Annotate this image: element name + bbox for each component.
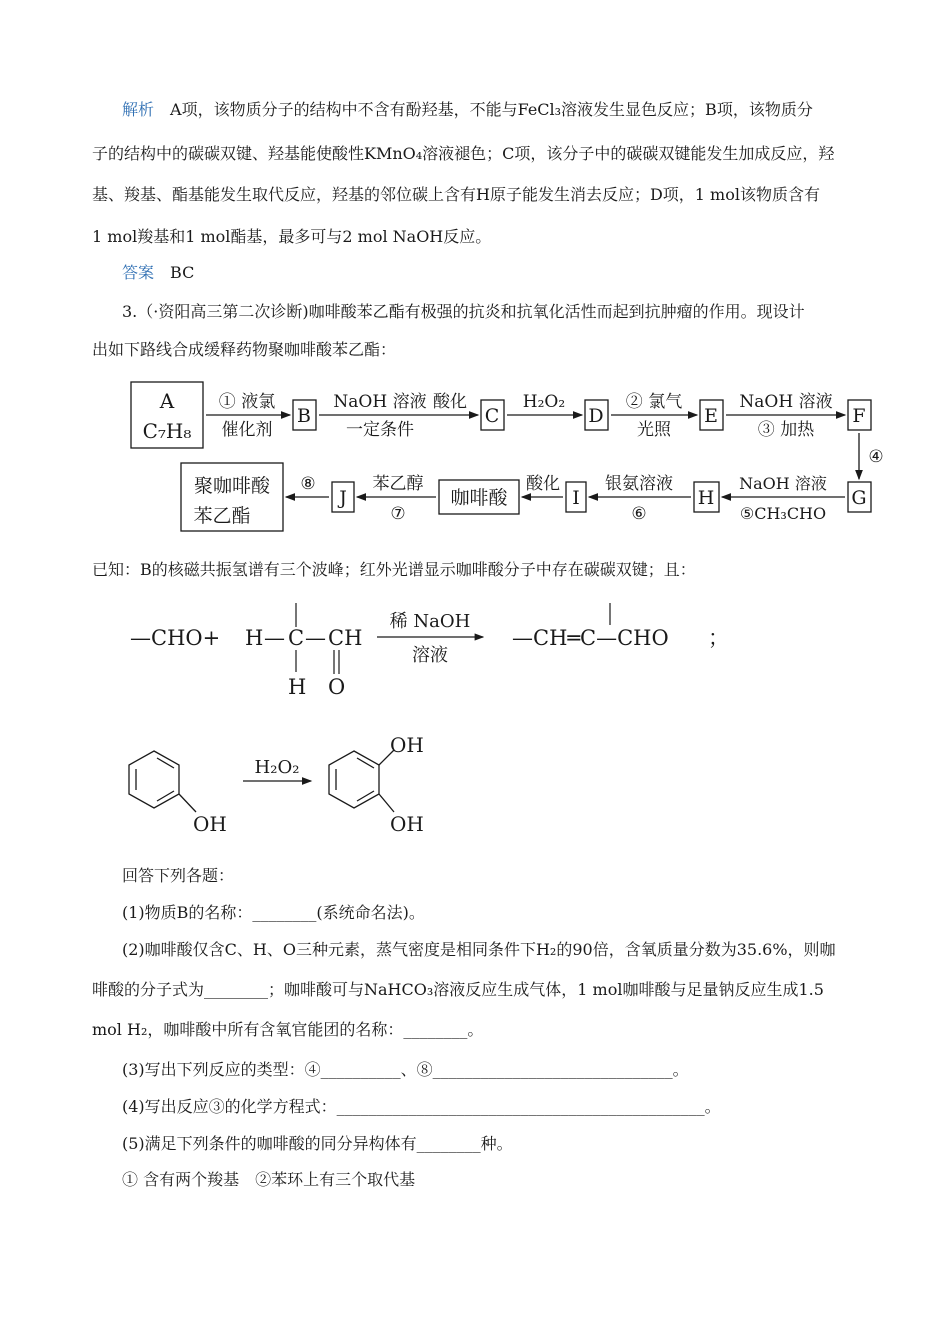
- r1-semi: ；: [708, 626, 729, 650]
- r4-top: H₂O₂: [522, 392, 566, 412]
- label-D: D: [588, 405, 604, 427]
- catechol-oh-1: OH: [390, 733, 424, 757]
- catechol-oh-2: OH: [390, 812, 424, 836]
- r1-o: O: [328, 675, 346, 699]
- label-B: B: [297, 405, 311, 427]
- answer-value: BC: [170, 263, 195, 282]
- analysis-label: 解析: [122, 100, 155, 119]
- r1-top: ① 液氯: [218, 392, 276, 412]
- label-C: C: [484, 405, 500, 427]
- question-2a: (2)咖啡酸仅含C、H、O三种元素，蒸气密度是相同条件下H₂的90倍，含氧质量分数为35.6%，则咖: [122, 940, 836, 959]
- question-3: (3)写出下列反应的类型：④__________、⑧______________________________。: [122, 1060, 689, 1079]
- r3-top: 酸化: [433, 392, 467, 412]
- phenol-oh: OH: [193, 812, 227, 836]
- label-G: G: [851, 487, 867, 509]
- question-2c: mol H₂，咖啡酸中所有含氧官能团的名称：________。: [92, 1020, 484, 1039]
- r8-top: NaOH 溶液: [739, 474, 827, 493]
- r2-bot: 一定条件: [346, 420, 414, 440]
- r12-top: ⑧: [300, 474, 316, 494]
- analysis-line-4: 1 mol羧基和1 mol酯基，最多可与2 mol NaOH反应。: [92, 227, 492, 246]
- label-F: F: [852, 405, 866, 427]
- r1-c: C: [288, 626, 305, 650]
- A-letter: A: [159, 389, 175, 413]
- question-1: (1)物质B的名称：________(系统命名法)。: [122, 903, 425, 922]
- r1-dash2: —: [305, 626, 326, 650]
- question-4: (4)写出反应③的化学方程式：______________________________________________。: [122, 1097, 721, 1116]
- r11-bot: ⑦: [390, 504, 406, 524]
- r1-product: —CH═C—CHO: [512, 626, 669, 650]
- r9-top: 银氨溶液: [605, 474, 673, 494]
- r5-bot: 光照: [637, 420, 671, 440]
- r6-top: NaOH 溶液: [739, 392, 833, 412]
- question-5-conditions: ① 含有两个羧基 ②苯环上有三个取代基: [122, 1170, 416, 1189]
- r2-reagent: H₂O₂: [254, 757, 300, 778]
- product-line2: 苯乙酯: [193, 505, 251, 527]
- r2-top: NaOH 溶液: [333, 392, 427, 412]
- A-formula: C₇H₈: [142, 419, 192, 443]
- label-I: I: [572, 487, 580, 509]
- question-line-2: 出如下路线合成缓释药物聚咖啡酸苯乙酯：: [92, 340, 397, 359]
- label-J: J: [339, 487, 347, 509]
- question-5: (5)满足下列条件的咖啡酸的同分异构体有________种。: [122, 1134, 513, 1153]
- r6-bot: ③ 加热: [757, 420, 815, 440]
- r5-top: ② 氯气: [625, 392, 683, 412]
- r1-reagent-bot: 溶液: [412, 645, 448, 666]
- r1-ch: CH: [328, 626, 363, 650]
- product-line1: 聚咖啡酸: [193, 475, 271, 497]
- r1-h2: H: [288, 675, 307, 699]
- known-line: 已知：B的核磁共振氢谱有三个波峰；红外光谱显示咖啡酸分子中存在碳碳双键；且：: [92, 560, 696, 579]
- question-2b: 啡酸的分子式为________；咖啡酸可与NaHCO₃溶液反应生成气体，1 mol咖啡酸与足量钠反应生成1.5: [92, 980, 824, 999]
- r1-dash1: —: [264, 626, 285, 650]
- analysis-line-2: 子的结构中的碳碳双键、羟基能使酸性KMnO₄溶液褪色；C项，该分子中的碳碳双键能发生加成反应，羟: [92, 144, 835, 163]
- label-caffeic: 咖啡酸: [450, 487, 508, 509]
- r11-top: 苯乙醇: [372, 474, 424, 494]
- answer-label: 答案: [122, 263, 155, 282]
- r7: ④: [868, 447, 884, 467]
- r1-bot: 催化剂: [221, 420, 273, 440]
- label-E: E: [704, 405, 718, 427]
- r8-bot: ⑤CH₃CHO: [739, 504, 827, 523]
- r1-reagent-top: 稀 NaOH: [389, 611, 471, 632]
- r1-h: H: [245, 626, 264, 650]
- question-line-1: 3.（·资阳高三第二次诊断)咖啡酸苯乙酯有极强的抗炎和抗氧化活性而起到抗肿瘤的作用。现设计: [122, 302, 805, 321]
- r9-bot: ⑥: [631, 504, 647, 524]
- analysis-line-3: 基、羧基、酯基能发生取代反应，羟基的邻位碳上含有H原子能发生消去反应；D项，1 mol该物质含有: [92, 185, 820, 204]
- analysis-text-1: A项，该物质分子的结构中不含有酚羟基，不能与FeCl₃溶液发生显色反应；B项，该物质分: [170, 100, 813, 119]
- r10-top: 酸化: [526, 474, 560, 494]
- r1-left: —CHO+: [130, 626, 221, 650]
- label-H: H: [697, 487, 715, 509]
- questions-intro: 回答下列各题：: [122, 866, 235, 885]
